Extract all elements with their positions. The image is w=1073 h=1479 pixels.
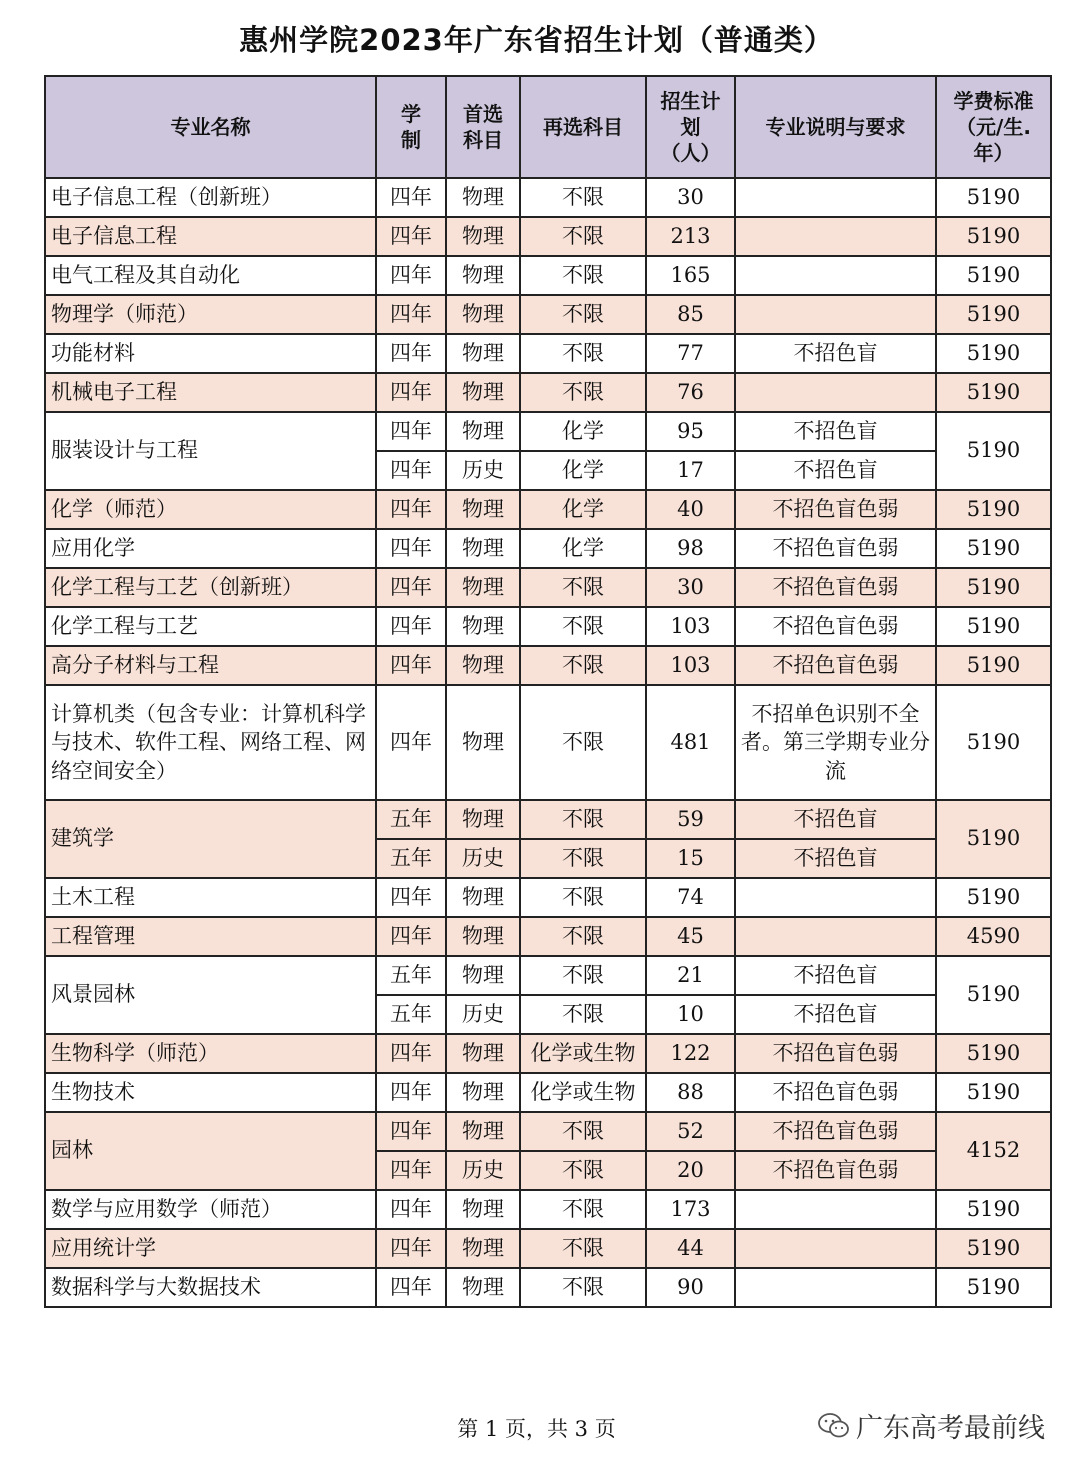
first-subject-cell: 物理 (446, 878, 520, 917)
major-name: 应用统计学 (45, 1229, 376, 1268)
first-subject-cell: 物理 (446, 607, 520, 646)
reselect-cell: 不限 (520, 1229, 646, 1268)
major-name: 生物科学（师范） (45, 1034, 376, 1073)
fee-cell: 5190 (936, 373, 1051, 412)
first-subject-cell: 物理 (446, 800, 520, 839)
plan-cell: 30 (646, 568, 735, 607)
reselect-cell: 化学或生物 (520, 1034, 646, 1073)
duration-cell: 四年 (376, 1190, 446, 1229)
duration-cell: 四年 (376, 878, 446, 917)
first-subject-cell: 物理 (446, 568, 520, 607)
header-plan (646, 76, 735, 178)
major-name: 电气工程及其自动化 (45, 256, 376, 295)
header-first-subject (446, 76, 520, 178)
first-subject-cell: 物理 (446, 1268, 520, 1307)
table-row (45, 1229, 1051, 1268)
fee-cell: 5190 (936, 878, 1051, 917)
plan-cell: 20 (646, 1151, 735, 1190)
table-row (45, 917, 1051, 956)
fee-cell: 5190 (936, 334, 1051, 373)
major-name: 园林 (45, 1112, 376, 1190)
plan-cell: 76 (646, 373, 735, 412)
brand-name: 广东高考最前线 (856, 1413, 1045, 1444)
major-name: 功能材料 (45, 334, 376, 373)
fee-cell: 4152 (936, 1112, 1051, 1190)
first-subject-cell: 物理 (446, 256, 520, 295)
table-row (45, 373, 1051, 412)
plan-cell: 77 (646, 334, 735, 373)
fee-cell: 4590 (936, 917, 1051, 956)
plan-cell: 88 (646, 1073, 735, 1112)
fee-cell: 5190 (936, 490, 1051, 529)
table-row (45, 490, 1051, 529)
major-name: 工程管理 (45, 917, 376, 956)
major-name: 建筑学 (45, 800, 376, 878)
major-name: 化学工程与工艺（创新班） (45, 568, 376, 607)
first-subject-cell: 物理 (446, 529, 520, 568)
note-cell: 不招色盲色弱 (735, 1073, 936, 1112)
fee-cell: 5190 (936, 956, 1051, 1034)
duration-cell: 五年 (376, 800, 446, 839)
note-cell (735, 1229, 936, 1268)
first-subject-cell: 物理 (446, 373, 520, 412)
fee-cell: 5190 (936, 607, 1051, 646)
table-row (45, 217, 1051, 256)
plan-cell: 90 (646, 1268, 735, 1307)
fee-cell: 5190 (936, 800, 1051, 878)
major-name: 生物技术 (45, 1073, 376, 1112)
reselect-cell: 不限 (520, 373, 646, 412)
major-name: 物理学（师范） (45, 295, 376, 334)
reselect-cell: 不限 (520, 917, 646, 956)
table-row (45, 178, 1051, 217)
duration-cell: 四年 (376, 217, 446, 256)
note-cell: 不招色盲 (735, 800, 936, 839)
plan-cell: 85 (646, 295, 735, 334)
first-subject-cell: 历史 (446, 1151, 520, 1190)
plan-cell: 44 (646, 1229, 735, 1268)
plan-cell: 213 (646, 217, 735, 256)
fee-cell: 5190 (936, 529, 1051, 568)
fee-cell: 5190 (936, 256, 1051, 295)
first-subject-cell: 物理 (446, 956, 520, 995)
reselect-cell: 不限 (520, 256, 646, 295)
fee-cell: 5190 (936, 568, 1051, 607)
fee-cell: 5190 (936, 1229, 1051, 1268)
duration-cell: 四年 (376, 1151, 446, 1190)
fee-cell: 5190 (936, 295, 1051, 334)
plan-cell: 481 (646, 685, 735, 800)
plan-cell: 40 (646, 490, 735, 529)
first-subject-cell: 物理 (446, 1229, 520, 1268)
major-name: 数据科学与大数据技术 (45, 1268, 376, 1307)
plan-cell: 10 (646, 995, 735, 1034)
plan-cell: 59 (646, 800, 735, 839)
major-name: 计算机类（包含专业：计算机科学与技术、软件工程、网络工程、网络空间安全） (45, 685, 376, 800)
major-name: 应用化学 (45, 529, 376, 568)
note-cell: 不招色盲 (735, 334, 936, 373)
first-subject-cell: 历史 (446, 995, 520, 1034)
table-row (45, 334, 1051, 373)
plan-cell: 21 (646, 956, 735, 995)
first-subject-cell: 物理 (446, 1073, 520, 1112)
reselect-cell: 不限 (520, 568, 646, 607)
table-row (45, 1112, 1051, 1151)
duration-cell: 四年 (376, 295, 446, 334)
first-subject-cell: 物理 (446, 1034, 520, 1073)
brand-watermark (818, 1406, 1045, 1445)
note-cell (735, 178, 936, 217)
major-name: 机械电子工程 (45, 373, 376, 412)
header-plan-text: 招生计划（人） (660, 89, 721, 165)
plan-cell: 52 (646, 1112, 735, 1151)
table-row (45, 295, 1051, 334)
first-subject-cell: 物理 (446, 295, 520, 334)
duration-cell: 四年 (376, 373, 446, 412)
note-cell (735, 295, 936, 334)
major-name: 电子信息工程（创新班） (45, 178, 376, 217)
major-name: 土木工程 (45, 878, 376, 917)
reselect-cell: 不限 (520, 995, 646, 1034)
table-row (45, 878, 1051, 917)
table-row (45, 1190, 1051, 1229)
page-title: 惠州学院2023年广东省招生计划（普通类） (239, 23, 834, 57)
note-cell: 不招色盲色弱 (735, 646, 936, 685)
major-name: 电子信息工程 (45, 217, 376, 256)
header-duration (376, 76, 446, 178)
duration-cell: 四年 (376, 1229, 446, 1268)
table-row (45, 646, 1051, 685)
reselect-cell: 化学 (520, 529, 646, 568)
table-row (45, 568, 1051, 607)
header-note: 专业说明与要求 (735, 76, 936, 178)
note-cell: 不招色盲色弱 (735, 529, 936, 568)
first-subject-cell: 物理 (446, 217, 520, 256)
note-cell: 不招单色识别不全者。第三学期专业分流 (735, 685, 936, 800)
first-subject-cell: 物理 (446, 685, 520, 800)
table-row (45, 685, 1051, 800)
plan-cell: 74 (646, 878, 735, 917)
fee-cell: 5190 (936, 685, 1051, 800)
plan-cell: 103 (646, 646, 735, 685)
reselect-cell: 不限 (520, 1112, 646, 1151)
plan-cell: 15 (646, 839, 735, 878)
first-subject-cell: 物理 (446, 490, 520, 529)
note-cell: 不招色盲色弱 (735, 607, 936, 646)
enrollment-plan-table (44, 75, 1052, 1308)
header-duration-text: 学制 (401, 102, 421, 152)
wechat-icon (818, 1412, 850, 1440)
header-fee (936, 76, 1051, 178)
duration-cell: 四年 (376, 1268, 446, 1307)
fee-cell: 5190 (936, 178, 1051, 217)
first-subject-cell: 物理 (446, 1190, 520, 1229)
plan-cell: 173 (646, 1190, 735, 1229)
reselect-cell: 不限 (520, 685, 646, 800)
reselect-cell: 不限 (520, 1151, 646, 1190)
plan-cell: 30 (646, 178, 735, 217)
reselect-cell: 不限 (520, 800, 646, 839)
fee-cell: 5190 (936, 1073, 1051, 1112)
duration-cell: 四年 (376, 1073, 446, 1112)
note-cell (735, 217, 936, 256)
header-fee-text: 学费标准（元/生.年） (953, 89, 1034, 165)
plan-cell: 95 (646, 412, 735, 451)
fee-cell: 5190 (936, 646, 1051, 685)
reselect-cell: 不限 (520, 1268, 646, 1307)
duration-cell: 四年 (376, 568, 446, 607)
plan-cell: 45 (646, 917, 735, 956)
duration-cell: 四年 (376, 412, 446, 451)
note-cell: 不招色盲色弱 (735, 1151, 936, 1190)
note-cell (735, 373, 936, 412)
reselect-cell: 化学 (520, 490, 646, 529)
reselect-cell: 不限 (520, 217, 646, 256)
reselect-cell: 不限 (520, 839, 646, 878)
table-row (45, 1034, 1051, 1073)
duration-cell: 四年 (376, 451, 446, 490)
reselect-cell: 不限 (520, 295, 646, 334)
table-row (45, 1073, 1051, 1112)
note-cell: 不招色盲 (735, 451, 936, 490)
major-name: 数学与应用数学（师范） (45, 1190, 376, 1229)
fee-cell: 5190 (936, 1190, 1051, 1229)
reselect-cell: 不限 (520, 646, 646, 685)
reselect-cell: 化学或生物 (520, 1073, 646, 1112)
table-row (45, 800, 1051, 839)
note-cell: 不招色盲色弱 (735, 490, 936, 529)
first-subject-cell: 物理 (446, 917, 520, 956)
fee-cell: 5190 (936, 217, 1051, 256)
note-cell (735, 878, 936, 917)
reselect-cell: 不限 (520, 1190, 646, 1229)
fee-cell: 5190 (936, 1034, 1051, 1073)
first-subject-cell: 历史 (446, 839, 520, 878)
reselect-cell: 化学 (520, 451, 646, 490)
duration-cell: 四年 (376, 917, 446, 956)
major-name: 风景园林 (45, 956, 376, 1034)
first-subject-cell: 物理 (446, 178, 520, 217)
duration-cell: 四年 (376, 646, 446, 685)
duration-cell: 四年 (376, 1112, 446, 1151)
plan-cell: 103 (646, 607, 735, 646)
note-cell: 不招色盲色弱 (735, 1034, 936, 1073)
duration-cell: 四年 (376, 490, 446, 529)
first-subject-cell: 物理 (446, 646, 520, 685)
table-header-row (45, 76, 1051, 178)
table-row (45, 412, 1051, 451)
major-name: 服装设计与工程 (45, 412, 376, 490)
note-cell: 不招色盲 (735, 995, 936, 1034)
duration-cell: 四年 (376, 1034, 446, 1073)
first-subject-cell: 物理 (446, 412, 520, 451)
first-subject-cell: 物理 (446, 334, 520, 373)
duration-cell: 四年 (376, 529, 446, 568)
table-row (45, 956, 1051, 995)
duration-cell: 四年 (376, 334, 446, 373)
note-cell (735, 1190, 936, 1229)
duration-cell: 五年 (376, 839, 446, 878)
note-cell: 不招色盲 (735, 839, 936, 878)
plan-cell: 122 (646, 1034, 735, 1073)
header-reselect-subject: 再选科目 (520, 76, 646, 178)
note-cell (735, 917, 936, 956)
reselect-cell: 不限 (520, 956, 646, 995)
major-name: 高分子材料与工程 (45, 646, 376, 685)
first-subject-cell: 物理 (446, 1112, 520, 1151)
first-subject-cell: 历史 (446, 451, 520, 490)
major-name: 化学（师范） (45, 490, 376, 529)
note-cell: 不招色盲色弱 (735, 1112, 936, 1151)
reselect-cell: 不限 (520, 178, 646, 217)
reselect-cell: 不限 (520, 878, 646, 917)
duration-cell: 五年 (376, 956, 446, 995)
fee-cell: 5190 (936, 412, 1051, 490)
note-cell: 不招色盲色弱 (735, 568, 936, 607)
note-cell: 不招色盲 (735, 412, 936, 451)
duration-cell: 五年 (376, 995, 446, 1034)
note-cell (735, 256, 936, 295)
reselect-cell: 不限 (520, 334, 646, 373)
page-number: 第 1 页，共 3 页 (457, 1417, 616, 1441)
note-cell (735, 1268, 936, 1307)
table-row (45, 1268, 1051, 1307)
fee-cell: 5190 (936, 1268, 1051, 1307)
plan-cell: 17 (646, 451, 735, 490)
duration-cell: 四年 (376, 685, 446, 800)
header-major: 专业名称 (45, 76, 376, 178)
duration-cell: 四年 (376, 178, 446, 217)
duration-cell: 四年 (376, 256, 446, 295)
plan-cell: 165 (646, 256, 735, 295)
header-first-subject-text: 首选科目 (463, 102, 503, 152)
duration-cell: 四年 (376, 607, 446, 646)
reselect-cell: 不限 (520, 607, 646, 646)
table-row (45, 607, 1051, 646)
reselect-cell: 化学 (520, 412, 646, 451)
note-cell: 不招色盲 (735, 956, 936, 995)
plan-cell: 98 (646, 529, 735, 568)
table-row (45, 529, 1051, 568)
major-name: 化学工程与工艺 (45, 607, 376, 646)
table-row (45, 256, 1051, 295)
